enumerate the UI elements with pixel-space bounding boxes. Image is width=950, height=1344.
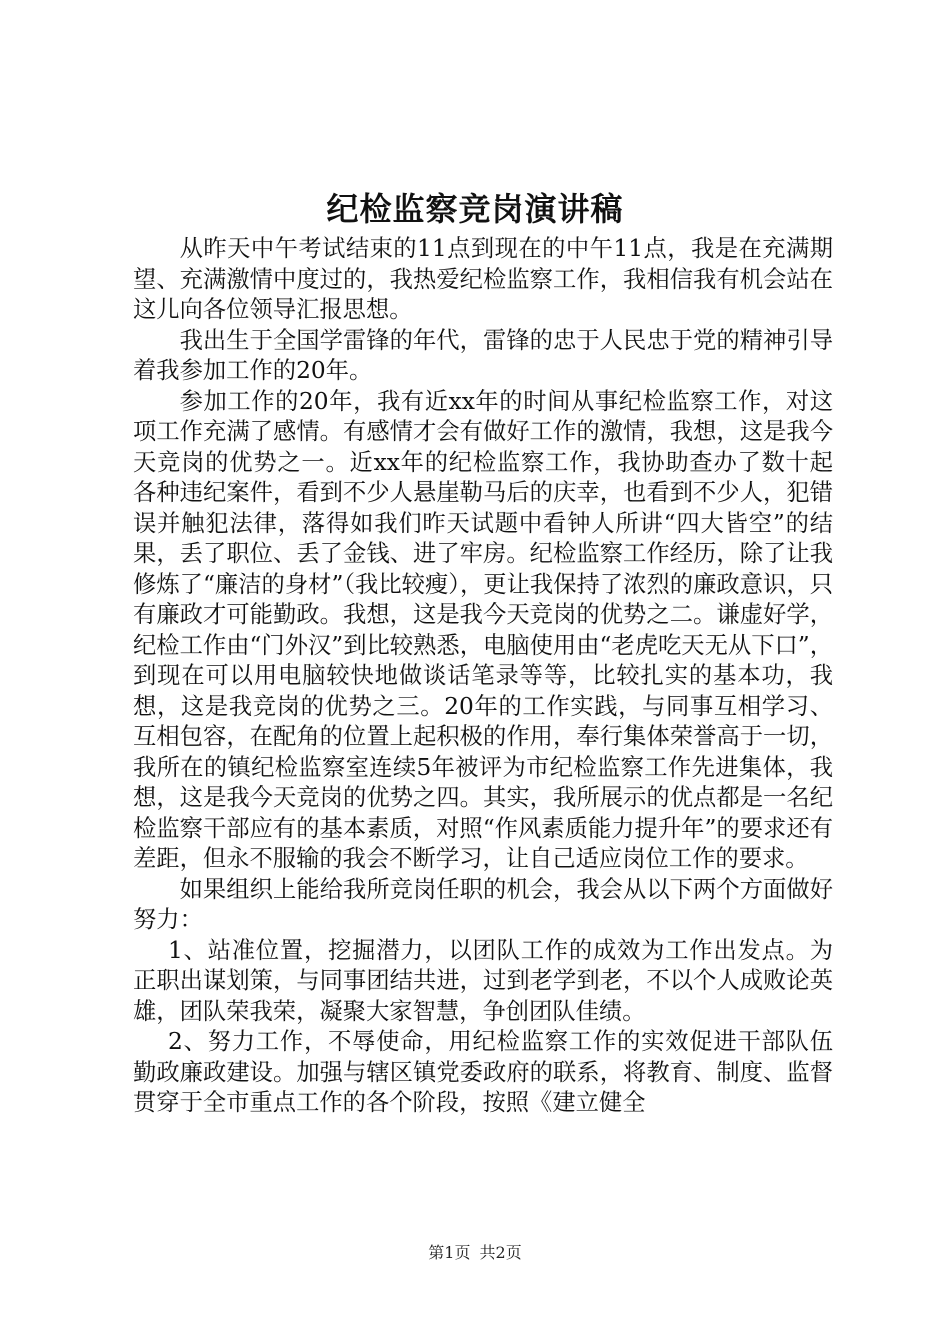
paragraph-4: 如果组织上能给我所竞岗任职的机会，我会从以下两个方面做好努力：	[133, 875, 833, 933]
paragraph-1: 从昨天中午考试结束的11点到现在的中午11点，我是在充满期望、充满激情中度过的，我热爱纪检监察工作，我相信我有机会站在这儿向各位领导汇报思想。	[133, 235, 833, 323]
document-body	[133, 234, 833, 1119]
list-item-1: 1、站准位置，挖掘潜力，以团队工作的成效为工作出发点。为正职出谋划策，与同事团结共进，过到老学到老，不以个人成败论英雄，团队荣我荣，凝聚大家智慧，争创团队佳绩。	[133, 936, 833, 1025]
page-number: 第1页	[428, 1243, 471, 1262]
page-total: 共2页	[479, 1243, 522, 1262]
list-item-2: 2、努力工作，不辱使命，用纪检监察工作的实效促进干部队伍勤政廉政建设。加强与辖区镇党委政府的联系，将教育、制度、监督贯穿于全市重点工作的各个阶段，按照《建立健全	[133, 1028, 833, 1116]
paragraph-3: 参加工作的20年，我有近xx年的时间从事纪检监察工作，对这项工作充满了感情。有感情才会有做好工作的激情，我想，这是我今天竞岗的优势之一。近xx年的纪检监察工作，我协助查办了数十起各种违纪案件，看到不少人悬崖勒马后的庆幸，也看到不少人，犯错误并触犯法律，落得如我们昨天试题中看钟人所讲“四大皆空”的结果，丢了职位、丢了金钱、进了牢房。纪检监察工作经历，除了让我修炼了“廉洁的身材”（我比较瘦），更让我保持了浓烈的廉政意识，只有廉政才可能勤政。我想，这是我今天竞岗的优势之二。谦虚好学，纪检工作由“门外汉”到比较熟悉，电脑使用由“老虎吃天无从下口”，到现在可以用电脑较快地做谈话笔录等等，比较扎实的基本功，我想，这是我竞岗的优势之三。20年的工作实践，与同事互相学习、互相包容，在配角的位置上起积极的作用，奉行集体荣誉高于一切，我所在的镇纪检监察室连续5年被评为市纪检监察工作先进集体，我想，这是我今天竞岗的优势之四。其实，我所展示的优点都是一名纪检监察干部应有的基本素质，对照“作风素质能力提升年”的要求还有差距，但永不服输的我会不断学习，让自己适应岗位工作的要求。	[133, 387, 833, 872]
paragraph-2: 我出生于全国学雷锋的年代，雷锋的忠于人民忠于党的精神引导着我参加工作的20年。	[133, 326, 833, 384]
page-footer	[0, 1242, 950, 1264]
document-title: 纪检监察竞岗演讲稿	[326, 190, 624, 228]
